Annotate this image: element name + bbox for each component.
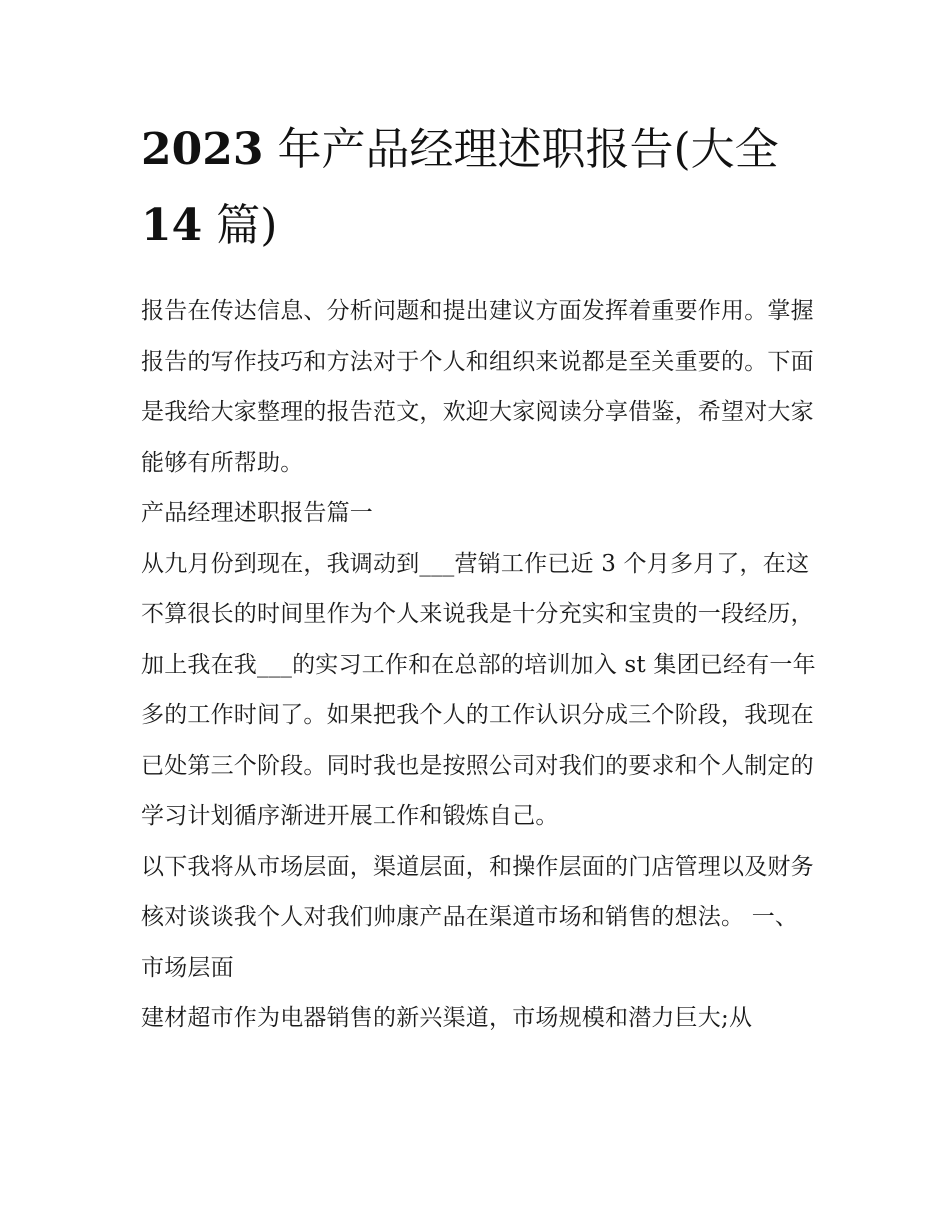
section-heading: 产品经理述职报告篇一 [141, 500, 373, 526]
intro-paragraph: 报告在传达信息、分析问题和提出建议方面发挥着重要作用。掌握报告的写作技巧和方法对于个人和组织来说都是至关重要的。下面是我给大家整理的报告范文，欢迎大家阅读分享借鉴，希望对大家能够有所帮助。 [141, 298, 814, 476]
body-paragraph-3: 建材超市作为电器销售的新兴渠道，市场规模和潜力巨大;从 [141, 1005, 753, 1031]
title-suffix: 篇) [216, 200, 278, 251]
document-title [141, 112, 821, 264]
title-text: 年产品经理述职报告(大全 [277, 124, 779, 175]
body-paragraph-2: 以下我将从市场层面，渠道层面，和操作层面的门店管理以及财务核对谈谈我个人对我们帅康产品在渠道市场和销售的想法。 一、市场层面 [141, 853, 814, 981]
body-paragraph-1: 从九月份到现在，我调动到___营销工作已近 3 个月多月了，在这不算很长的时间里作为个人来说我是十分充实和宝贵的一段经历，加上我在我___的实习工作和在总部的培训加入 st 集团已经有一年多的工作时间了。如果把我个人的工作认识分成三个阶段，我现在已处第三个阶段。同时我也是按照公司对我们的要求和个人制定的学习计划循序渐进开展工作和锻炼自己。 [141, 550, 816, 829]
title-year: 2023 [141, 124, 264, 175]
title-count: 14 [141, 200, 203, 251]
document-page [141, 112, 821, 1044]
